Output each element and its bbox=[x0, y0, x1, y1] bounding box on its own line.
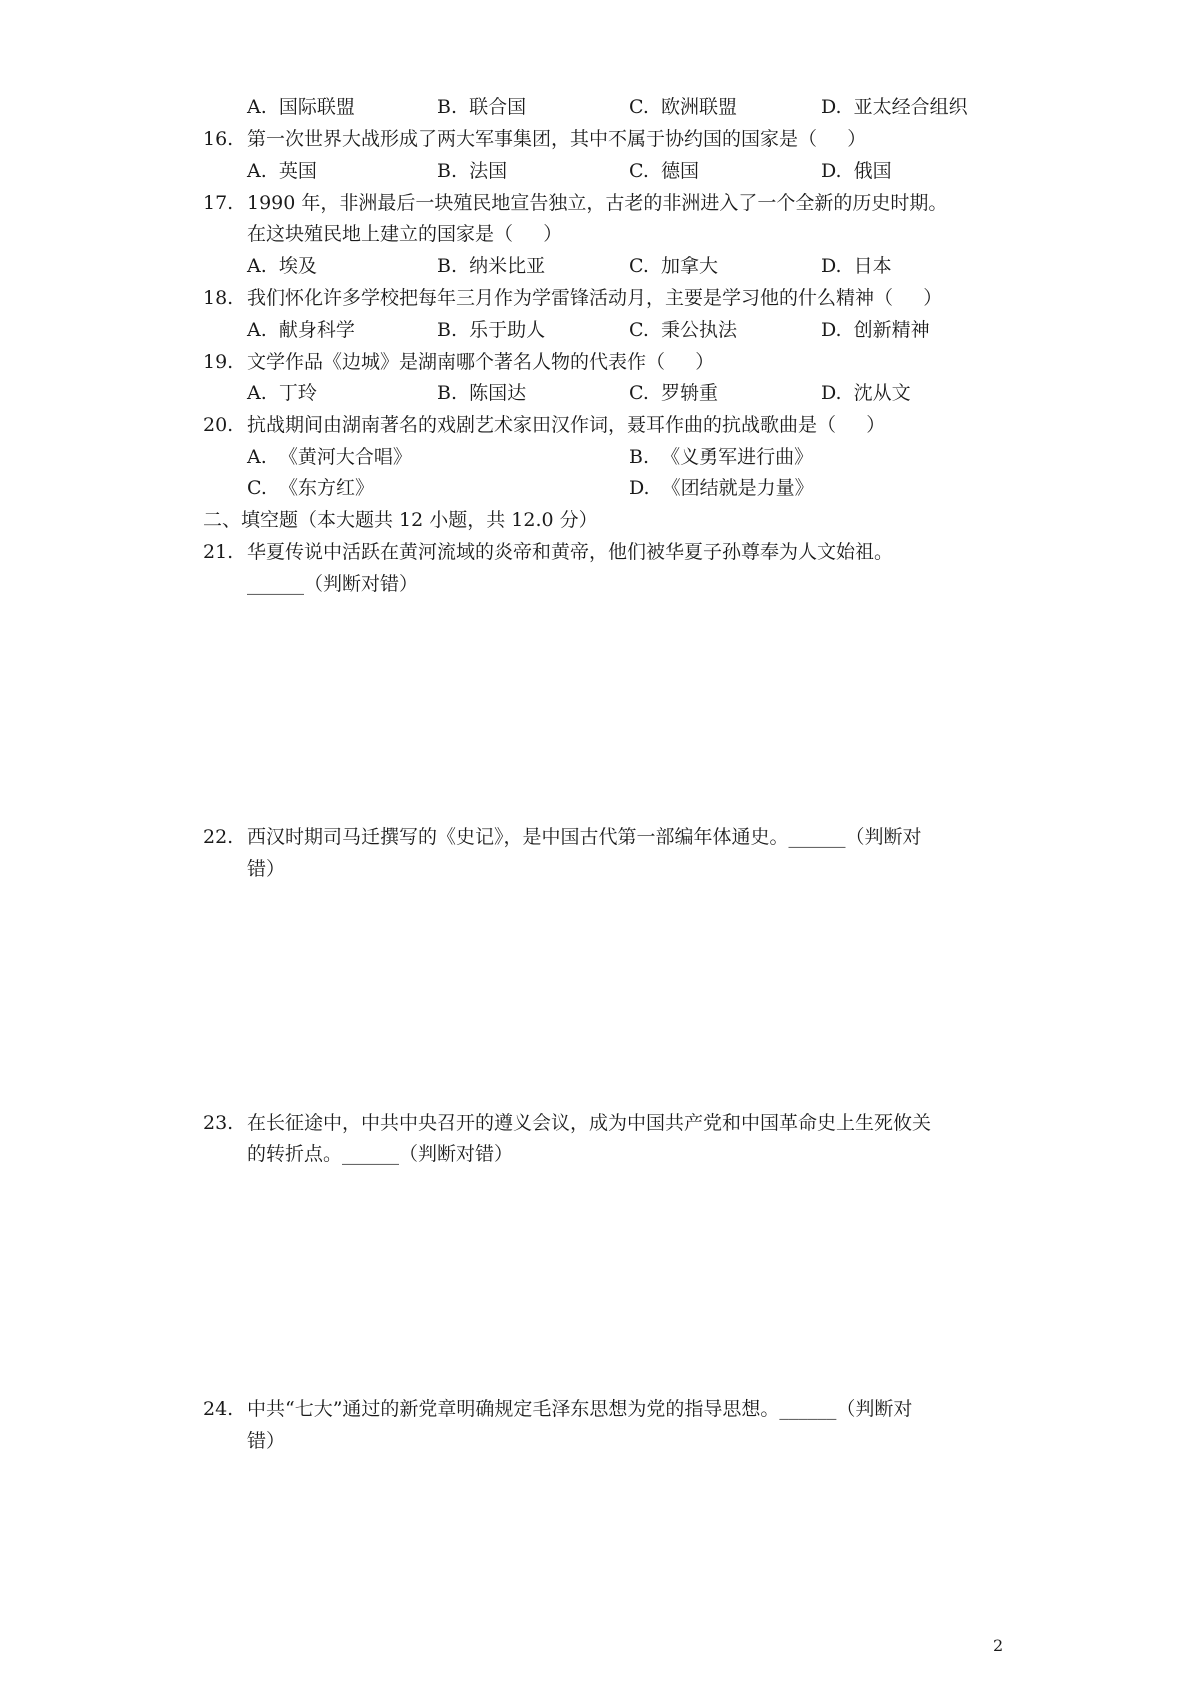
question-text-line-2: ______（判断对错） bbox=[247, 573, 419, 595]
option-b: B. 《义勇军进行曲》 bbox=[629, 446, 814, 468]
option-a: A. 丁玲 bbox=[247, 382, 317, 404]
option-b: B. 联合国 bbox=[437, 96, 527, 118]
option-d: D. 沈从文 bbox=[821, 382, 911, 404]
option-a: A. 国际联盟 bbox=[247, 96, 355, 118]
option-d: D. 《团结就是力量》 bbox=[629, 477, 814, 499]
question-text-line-1: 华夏传说中活跃在黄河流域的炎帝和黄帝，他们被华夏子孙尊奉为人文始祖。 bbox=[247, 541, 894, 563]
question-number: 23. bbox=[203, 1112, 234, 1134]
question-text-line-1: 西汉时期司马迁撰写的《史记》，是中国古代第一部编年体通史。______（判断对 bbox=[247, 826, 922, 848]
option-c: C. 加拿大 bbox=[629, 255, 718, 277]
section-heading: 二、填空题（本大题共 12 小题，共 12.0 分） bbox=[203, 509, 598, 531]
page-number: 2 bbox=[993, 1636, 1004, 1655]
question-text: 文学作品《边城》是湖南哪个著名人物的代表作（ ） bbox=[247, 351, 715, 373]
question-text-line-1: 1990 年，非洲最后一块殖民地宣告独立，古老的非洲进入了一个全新的历史时期。 bbox=[247, 192, 948, 214]
question-number: 20. bbox=[203, 414, 234, 436]
question-number: 16. bbox=[203, 128, 234, 150]
question-text: 第一次世界大战形成了两大军事集团，其中不属于协约国的国家是（ ） bbox=[247, 128, 867, 150]
option-c: C. 德国 bbox=[629, 160, 699, 182]
option-d: D. 创新精神 bbox=[821, 319, 930, 341]
option-b: B. 法国 bbox=[437, 160, 508, 182]
question-number: 21. bbox=[203, 541, 234, 563]
question-text-line-2: 错） bbox=[247, 858, 286, 880]
question-number: 24. bbox=[203, 1398, 234, 1420]
option-b: B. 乐于助人 bbox=[437, 319, 546, 341]
question-text-line-1: 在长征途中，中共中央召开的遵义会议，成为中国共产党和中国革命史上生死攸关 bbox=[247, 1112, 932, 1134]
question-number: 19. bbox=[203, 351, 234, 373]
question-text: 我们怀化许多学校把每年三月作为学雷锋活动月，主要是学习他的什么精神（ ） bbox=[247, 287, 943, 309]
question-number: 17. bbox=[203, 192, 234, 214]
option-c: C. 秉公执法 bbox=[629, 319, 737, 341]
question-text-line-2: 的转折点。______（判断对错） bbox=[247, 1143, 514, 1165]
option-a: A. 埃及 bbox=[247, 255, 317, 277]
option-d: D. 俄国 bbox=[821, 160, 892, 182]
option-a: A. 英国 bbox=[247, 160, 317, 182]
question-text-line-2: 错） bbox=[247, 1430, 286, 1452]
question-text-line-2: 在这块殖民地上建立的国家是（ ） bbox=[247, 223, 563, 245]
option-b: B. 纳米比亚 bbox=[437, 255, 546, 277]
option-a: A. 献身科学 bbox=[247, 319, 355, 341]
option-c: C. 罗辀重 bbox=[629, 382, 718, 404]
question-text: 抗战期间由湖南著名的戏剧艺术家田汉作词，聂耳作曲的抗战歌曲是（ ） bbox=[247, 414, 886, 436]
option-c: C. 《东方红》 bbox=[247, 477, 374, 499]
question-number: 22. bbox=[203, 826, 234, 848]
option-a: A. 《黄河大合唱》 bbox=[247, 446, 412, 468]
question-number: 18. bbox=[203, 287, 234, 309]
option-d: D. 亚太经合组织 bbox=[821, 96, 968, 118]
option-d: D. 日本 bbox=[821, 255, 892, 277]
option-b: B. 陈国达 bbox=[437, 382, 527, 404]
option-c: C. 欧洲联盟 bbox=[629, 96, 737, 118]
question-text-line-1: 中共“七大”通过的新党章明确规定毛泽东思想为党的指导思想。______（判断对 bbox=[247, 1398, 913, 1420]
